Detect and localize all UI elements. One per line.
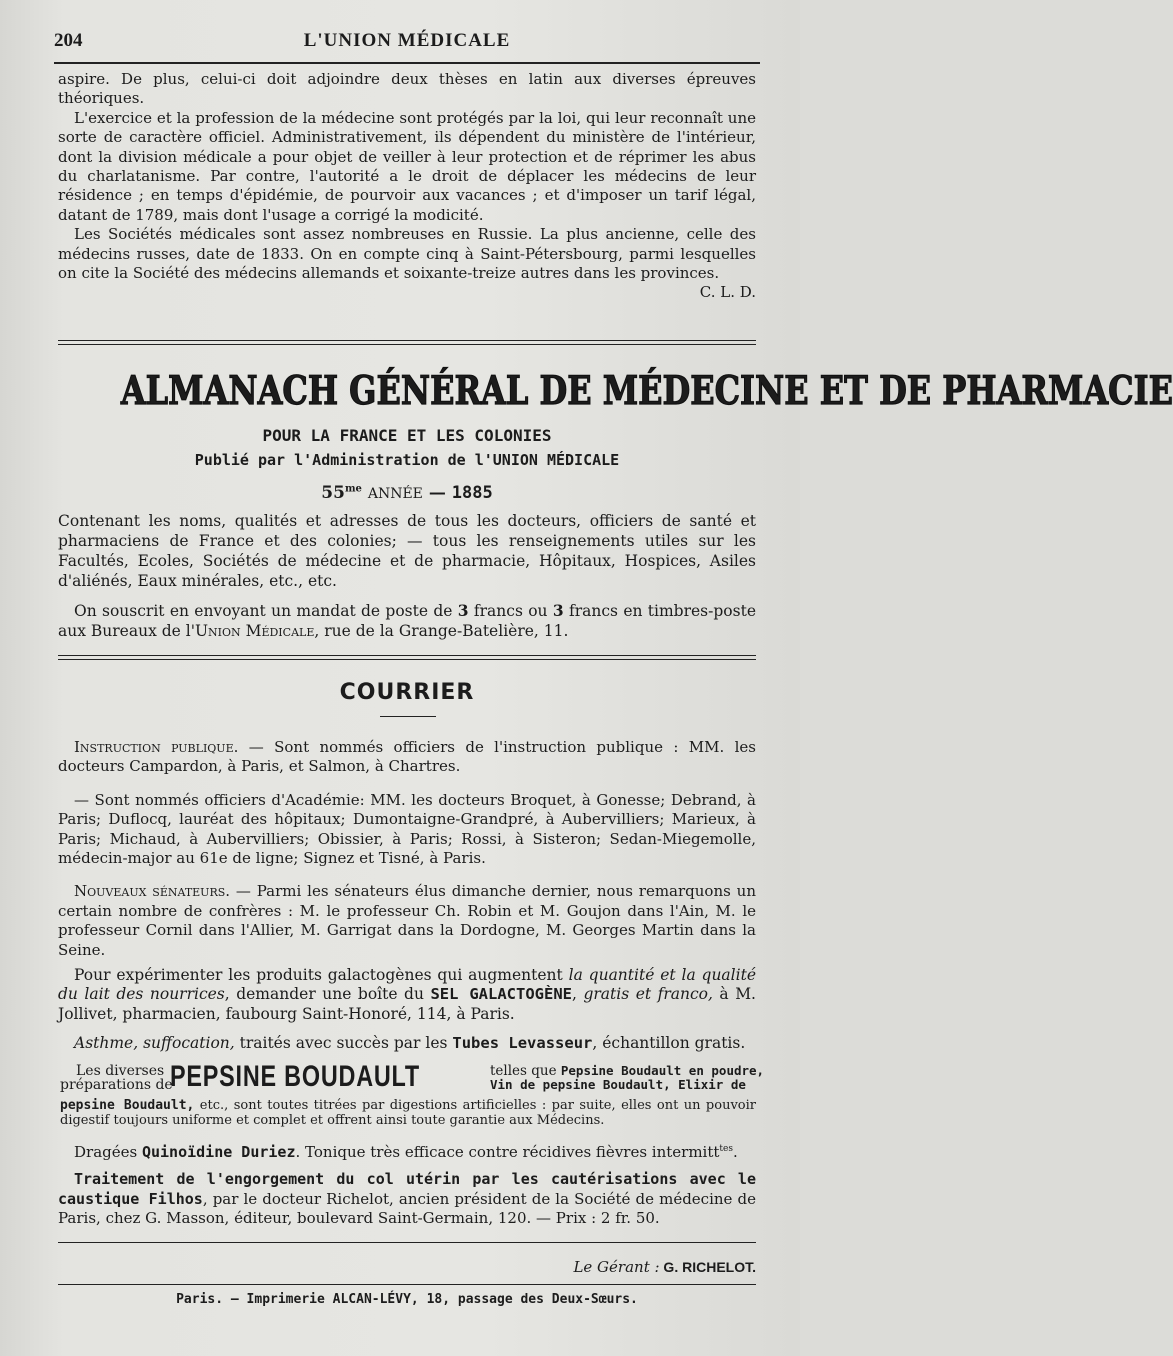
more-advertisements: [58, 1140, 756, 1229]
asthme-text: traités avec succès par les: [234, 1034, 453, 1053]
pepsine-small-2: préparations de: [60, 1077, 173, 1093]
edition-number: 55: [321, 483, 345, 503]
instruction-publique-item: [58, 738, 756, 777]
article-signature: C. L. D.: [699, 283, 756, 302]
traitement-title: Traitement de l'engorgement du col utérin par les cautérisations avec le caustique Filhos: [58, 1170, 756, 1208]
senateurs-label: Nouveaux sénateurs.: [74, 882, 231, 901]
page-number: 204: [54, 30, 83, 51]
dragees-ad: [58, 1140, 756, 1162]
pepsine-elixir: pepsine Boudault,: [60, 1098, 195, 1113]
pepsine-description: [60, 1098, 756, 1128]
dragees-text-c: . Tonique très efficace contre récidives fièvres intermitt: [295, 1143, 720, 1161]
dragees-sup: tes: [719, 1144, 733, 1154]
subscribe-text-e: francs en timbres-poste aux Bureaux de l': [58, 602, 756, 640]
courrier-section: [58, 680, 756, 705]
advertisements: [58, 966, 756, 1054]
subscribe-text-a: On souscrit en envoyant un mandat de poste de: [74, 602, 458, 620]
traitement-ad: [58, 1170, 756, 1228]
asthme-end: , échantillon gratis.: [592, 1034, 746, 1053]
almanach-subscription: [58, 601, 756, 641]
asthme-product: Tubes Levasseur: [452, 1034, 593, 1053]
courrier-underline: [380, 716, 436, 717]
pepsine-ad: [58, 1060, 765, 1132]
footer-rule-1: [58, 1242, 756, 1243]
edition-year: 1885: [451, 483, 493, 503]
galacto-text-a: Pour expérimenter les produits galactogènes qui augmentent: [74, 966, 569, 984]
pepsine-small-text: [60, 1064, 173, 1092]
header-rule: [54, 62, 760, 64]
galacto-text-c: , demander une boîte du: [224, 985, 431, 1004]
almanach-title: ALMANACH GÉNÉRAL DE MÉDECINE ET DE PHARMACIE: [120, 368, 1173, 414]
dragees-text-a: Dragées: [74, 1143, 142, 1161]
gerant-line: [58, 1258, 756, 1276]
almanach-notice: [58, 368, 1173, 641]
instruction-text: — Sont nommés officiers de l'instruction publique : MM. les docteurs Campardon, à Paris, et Salmon, à Chartres.: [58, 738, 756, 776]
pepsine-big-wrap: [170, 1060, 490, 1094]
pepsine-small-1: Les diverses: [76, 1063, 165, 1079]
article-end: [58, 70, 756, 302]
subscribe-price-2: 3: [552, 601, 564, 620]
courrier-body: [58, 738, 756, 960]
double-rule-middle: [58, 655, 756, 660]
pepsine-telles: telles que: [490, 1063, 561, 1079]
senateurs-item: [58, 882, 756, 960]
article-paragraph-3: Les Sociétés médicales sont assez nombreuses en Russie. La plus ancienne, celle des médecins russes, date de 1833. On en compte cinq à Saint-Pétersbourg, parmi lesquelles on cite la Société des médecins allemands et soixante-treize autres dans les provinces.: [58, 225, 756, 283]
asthme-italic: Asthme, suffocation,: [74, 1034, 235, 1053]
subscribe-journal: Union Médicale: [194, 622, 315, 640]
almanach-contents: Contenant les noms, qualités et adresses de tous les docteurs, officiers de santé et pharmaciens de France et des colonies; — tous les renseignements utiles sur les Facultés, Ecoles, Sociétés de médecine et de pharmacie, Hôpitaux, Hospices, Asiles d'aliénés, Eaux minérales, etc., etc.: [58, 512, 756, 590]
pepsine-brand: PEPSINE BOUDAULT: [170, 1060, 420, 1093]
subscribe-text-c: francs ou: [468, 602, 553, 620]
edition-dash: —: [428, 483, 446, 503]
gerant-name: G. RICHELOT.: [659, 1259, 756, 1275]
senateurs-text: — Parmi les sénateurs élus dimanche dernier, nous remarquons un certain nombre de confrères : M. le professeur Ch. Robin et M. Goujon dans l'Ain, M. le professeur Cornil dans l'Allier, M. Garrigat dans la Dordogne, M. Georges Martin dans la Seine.: [58, 882, 756, 959]
galacto-sep: ,: [572, 985, 584, 1004]
article-paragraph-2: L'exercice et la profession de la médecine sont protégés par la loi, qui leur reconnaît une sorte de caractère officiel. Administrativement, ils dépendent du ministère de l'intérieur, dont la division médicale a pour objet de veiller à leur protection et de réprimer les abus du charlatanisme. Par contre, l'autorité a le droit de déplacer les médecins de leur résidence ; en temps d'épidémie, de pourvoir aux vacances ; et d'imposer un tarif légal, datant de 1789, mais dont l'usage a corrigé la modicité.: [58, 108, 756, 224]
galacto-address: à M. Jollivet, pharmacien, faubourg Saint-Honoré, 114, à Paris.: [58, 985, 756, 1023]
galacto-product: SEL GALACTOGÈNE: [430, 985, 573, 1004]
asthme-ad: [58, 1034, 756, 1053]
pepsine-right-text: [490, 1063, 765, 1092]
footer-rule-2: [58, 1284, 756, 1285]
galacto-italic: la quantité et la qualité du lait des nourrices: [58, 966, 756, 1004]
dragees-end: .: [732, 1143, 738, 1161]
courrier-heading: COURRIER: [339, 680, 475, 705]
double-rule-top: [58, 340, 756, 345]
instruction-label: Instruction publique.: [74, 738, 239, 756]
running-head: [54, 30, 760, 56]
gerant-label: Le Gérant :: [573, 1258, 660, 1276]
article-paragraph-1: aspire. De plus, celui-ci doit adjoindre deux thèses en latin aux diverses épreuves théoriques.: [58, 70, 756, 108]
almanach-edition: [58, 483, 756, 503]
pepsine-poudre: Pepsine Boudault en poudre,: [560, 1063, 765, 1078]
edition-suffix: me: [344, 483, 362, 495]
almanach-publisher: Publié par l'Administration de l'UNION MÉDICALE: [194, 451, 620, 469]
pepsine-desc-text: etc., sont toutes titrées par digestions artificielles : par suite, elles ont un pouvoir digestif toujours uniforme et complet et offrent ainsi toute garantie aux Médecins.: [60, 1098, 756, 1128]
almanach-subtitle: POUR LA FRANCE ET LES COLONIES: [262, 426, 552, 445]
imprint-line: Paris. — Imprimerie ALCAN-LÉVY, 18, passage des Deux-Sœurs.: [176, 1292, 638, 1307]
subscribe-price-1: 3: [457, 601, 469, 620]
galactogene-ad: [58, 966, 756, 1024]
dragees-product: Quinoïdine Duriez: [141, 1143, 296, 1161]
academie-item: — Sont nommés officiers d'Académie: MM. les docteurs Broquet, à Gonesse; Debrand, à Paris; Duflocq, lauréat des hôpitaux; Dumontaigne-Grandpré, à Aubervilliers; Marieux, à Paris; Michaud, à Aubervilliers; Obissier, à Paris; Rossi, à Sisteron; Sedan-Miegemolle, médecin-major au 61e de ligne; Signez et Tisné, à Paris.: [58, 790, 756, 868]
edition-word: ANNÉE: [367, 486, 423, 502]
journal-title: L'UNION MÉDICALE: [303, 30, 511, 51]
galacto-gratis: gratis et franco,: [583, 985, 713, 1004]
traitement-text: , par le docteur Richelot, ancien président de la Société de médecine de Paris, chez G. Masson, éditeur, boulevard Saint-Germain, 120. — Prix : 2 fr. 50.: [58, 1189, 756, 1228]
subscribe-address: , rue de la Grange-Batelière, 11.: [314, 622, 569, 640]
pepsine-vin: Vin de pepsine Boudault, Elixir de: [490, 1077, 746, 1092]
